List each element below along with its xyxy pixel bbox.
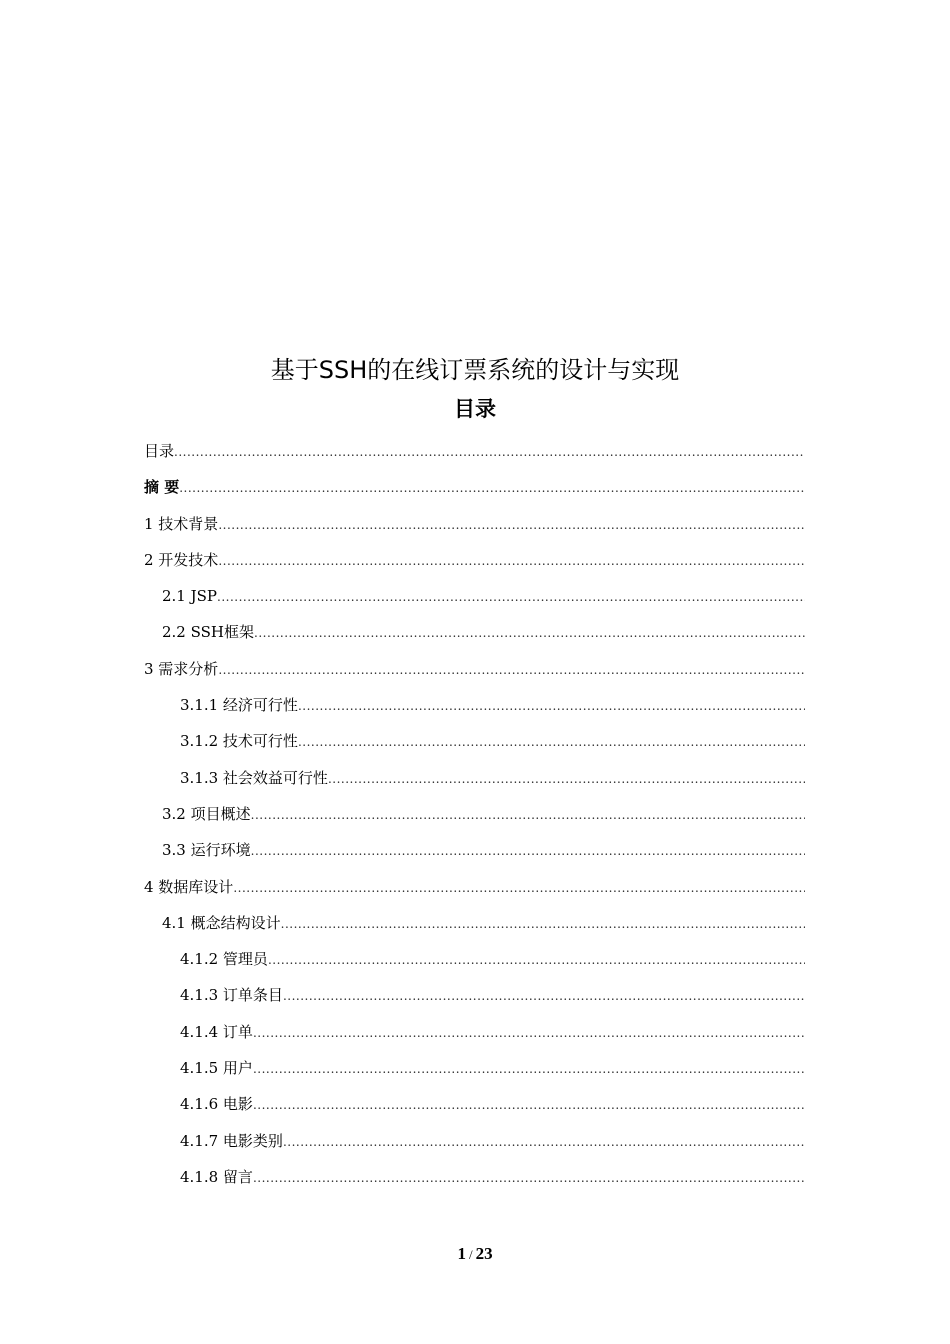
toc-entry[interactable] [144,687,805,723]
page-number-footer [0,1240,950,1269]
toc-entry[interactable] [144,1086,805,1122]
toc-dot-leader [298,724,805,760]
table-of-contents [144,433,805,1195]
toc-entry-label: 3.1.3 社会效益可行性 [180,768,328,787]
page-separator: / [468,1247,473,1262]
toc-entry-label: 4.1.6 电影 [180,1095,253,1114]
toc-dot-leader [253,1160,805,1196]
toc-entry-label: 3.2 项目概述 [162,804,251,823]
toc-dot-leader [253,1087,805,1123]
toc-dot-leader [283,978,805,1014]
toc-entry-label: 1 技术背景 [144,514,219,533]
toc-dot-leader [251,833,805,869]
toc-entry[interactable] [144,905,805,941]
toc-dot-leader [174,434,805,470]
toc-dot-leader [179,470,805,506]
toc-entry[interactable] [144,941,805,977]
toc-entry-label: 2.2 SSH框架 [162,623,254,642]
toc-entry[interactable] [144,1014,805,1050]
toc-entry[interactable] [144,832,805,868]
toc-entry[interactable] [144,1123,805,1159]
toc-entry-label: 4.1.4 订单 [180,1022,253,1041]
document-title: 基于SSH的在线订票系统的设计与实现 [270,356,680,384]
toc-entry-label: 摘 要 [144,478,180,497]
toc-dot-leader [218,507,805,543]
toc-entry[interactable] [144,614,805,650]
toc-entry[interactable] [144,796,805,832]
toc-dot-leader [253,1051,805,1087]
toc-dot-leader [251,797,805,833]
toc-dot-leader [298,688,805,724]
toc-dot-leader [217,579,805,615]
toc-entry[interactable] [144,469,805,505]
toc-entry[interactable] [144,542,805,578]
toc-entry-label: 4 数据库设计 [144,877,234,896]
toc-dot-leader [254,615,805,651]
toc-entry[interactable] [144,723,805,759]
toc-dot-leader [328,761,805,797]
toc-entry-label: 2.1 JSP [162,587,218,606]
toc-dot-leader [281,906,805,942]
toc-entry[interactable] [144,1050,805,1086]
toc-entry-label: 4.1.7 电影类别 [180,1131,283,1150]
toc-entry[interactable] [144,869,805,905]
current-page-number: 1 [457,1244,466,1263]
total-page-count: 23 [475,1244,493,1263]
toc-entry[interactable] [144,433,805,469]
toc-dot-leader [218,543,805,579]
toc-dot-leader [253,1015,805,1051]
toc-entry-label: 2 开发技术 [144,550,219,569]
toc-entry[interactable] [144,977,805,1013]
toc-entry-label: 目录 [144,442,175,460]
toc-dot-leader [283,1124,805,1160]
toc-entry-label: 4.1.3 订单条目 [180,986,283,1005]
toc-entry[interactable] [144,760,805,796]
toc-entry-label: 4.1.5 用户 [180,1059,253,1078]
toc-entry-label: 3.1.2 技术可行性 [180,732,298,751]
toc-entry-label: 4.1.8 留言 [180,1167,253,1186]
toc-entry[interactable] [144,506,805,542]
toc-dot-leader [268,942,805,978]
toc-entry-label: 3.1.1 经济可行性 [180,696,298,715]
toc-entry-label: 3 需求分析 [144,659,219,678]
toc-entry[interactable] [144,651,805,687]
toc-entry-label: 4.1.2 管理员 [180,950,268,969]
toc-dot-leader [233,870,805,906]
toc-heading: 目录 [454,397,496,421]
toc-entry-label: 4.1 概念结构设计 [162,913,281,932]
toc-entry[interactable] [144,1159,805,1195]
toc-entry[interactable] [144,578,805,614]
toc-entry-label: 3.3 运行环境 [162,841,251,860]
toc-dot-leader [218,652,805,688]
